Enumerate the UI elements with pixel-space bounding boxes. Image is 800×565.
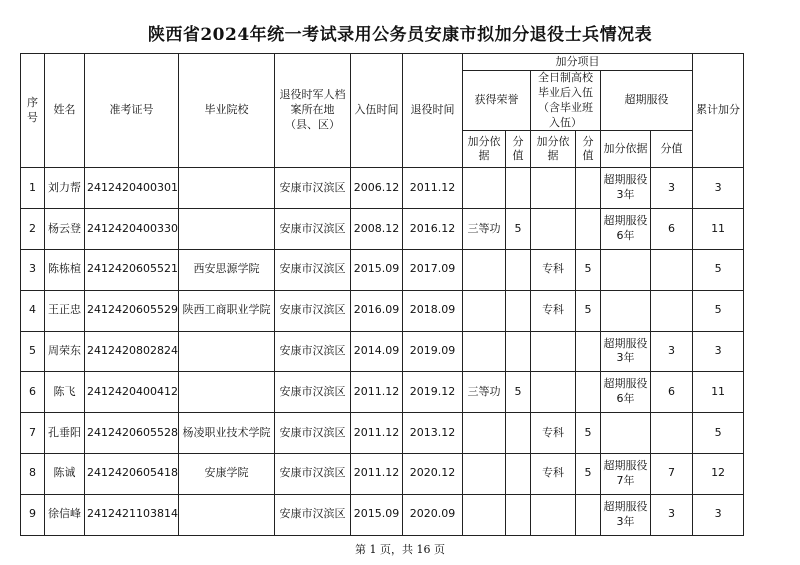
cell-over-score: 3 [651,494,693,535]
cell-over-score: 6 [651,372,693,413]
cell-name: 陈栋楦 [45,249,85,290]
header-archive-place: 退役时军人档案所在地（县、区） [275,54,351,168]
cell-name: 杨云登 [45,209,85,250]
cell-college-basis: 专科 [531,290,576,331]
cell-over-score [651,290,693,331]
cell-archive-place: 安康市汉滨区 [275,249,351,290]
header-bonus-items: 加分项目 [463,54,693,71]
cell-school: 安康学院 [179,453,275,494]
cell-seq: 2 [21,209,45,250]
cell-retire-time: 2020.09 [403,494,463,535]
cell-seq: 6 [21,372,45,413]
cell-name: 孔垂阳 [45,413,85,454]
cell-total: 11 [693,372,744,413]
cell-honor-basis: 三等功 [463,372,506,413]
cell-exam-no: 2412420605521 [85,249,179,290]
cell-total: 3 [693,168,744,209]
cell-college-score: 5 [576,413,601,454]
cell-archive-place: 安康市汉滨区 [275,168,351,209]
cell-school [179,209,275,250]
cell-college-score: 5 [576,290,601,331]
cell-seq: 3 [21,249,45,290]
cell-retire-time: 2019.12 [403,372,463,413]
page-footer: 第 1 页，共 16 页 [355,543,445,556]
cell-exam-no: 2412420605418 [85,453,179,494]
header-honor-basis: 加分依据 [463,131,506,168]
cell-school: 陕西工商职业学院 [179,290,275,331]
cell-enlist-time: 2011.12 [351,453,403,494]
cell-college-basis: 专科 [531,453,576,494]
cell-honor-score: 5 [506,209,531,250]
cell-honor-score [506,168,531,209]
cell-honor-basis [463,249,506,290]
cell-archive-place: 安康市汉滨区 [275,453,351,494]
cell-retire-time: 2017.09 [403,249,463,290]
cell-exam-no: 2412420605529 [85,290,179,331]
cell-honor-score [506,494,531,535]
header-honor: 获得荣誉 [463,71,531,131]
cell-school: 杨凌职业技术学院 [179,413,275,454]
cell-over-basis: 超期服役3年 [601,494,651,535]
cell-honor-basis [463,494,506,535]
cell-college-basis [531,168,576,209]
cell-college-basis [531,331,576,372]
cell-exam-no: 2412421103814 [85,494,179,535]
cell-enlist-time: 2008.12 [351,209,403,250]
cell-over-basis: 超期服役6年 [601,209,651,250]
cell-seq: 8 [21,453,45,494]
cell-archive-place: 安康市汉滨区 [275,290,351,331]
cell-total: 5 [693,413,744,454]
cell-enlist-time: 2011.12 [351,372,403,413]
cell-archive-place: 安康市汉滨区 [275,209,351,250]
cell-exam-no: 2412420605528 [85,413,179,454]
cell-archive-place: 安康市汉滨区 [275,494,351,535]
cell-retire-time: 2019.09 [403,331,463,372]
table-row [21,168,744,209]
cell-total: 11 [693,209,744,250]
cell-name: 周荣东 [45,331,85,372]
cell-seq: 7 [21,413,45,454]
cell-seq: 4 [21,290,45,331]
cell-retire-time: 2020.12 [403,453,463,494]
cell-retire-time: 2018.09 [403,290,463,331]
cell-honor-score [506,413,531,454]
cell-honor-basis [463,331,506,372]
cell-archive-place: 安康市汉滨区 [275,331,351,372]
cell-over-basis: 超期服役3年 [601,331,651,372]
table-row [21,372,744,413]
cell-enlist-time: 2011.12 [351,413,403,454]
cell-honor-basis [463,290,506,331]
cell-over-basis: 超期服役3年 [601,168,651,209]
cell-honor-basis [463,168,506,209]
cell-enlist-time: 2016.09 [351,290,403,331]
cell-honor-score [506,331,531,372]
cell-over-basis [601,249,651,290]
cell-school [179,331,275,372]
cell-name: 陈飞 [45,372,85,413]
cell-college-score [576,494,601,535]
cell-college-score: 5 [576,249,601,290]
cell-college-basis [531,209,576,250]
cell-retire-time: 2013.12 [403,413,463,454]
cell-school [179,168,275,209]
cell-honor-basis [463,453,506,494]
cell-total: 3 [693,331,744,372]
cell-honor-basis: 三等功 [463,209,506,250]
cell-honor-score [506,249,531,290]
header-seq: 序号 [21,54,45,168]
cell-retire-time: 2011.12 [403,168,463,209]
cell-seq: 5 [21,331,45,372]
header-college: 全日制高校毕业后入伍（含毕业班入伍） [531,71,601,131]
cell-exam-no: 2412420802824 [85,331,179,372]
cell-school [179,372,275,413]
cell-college-basis: 专科 [531,249,576,290]
table-row [21,331,744,372]
header-college-basis: 加分依据 [531,131,576,168]
table-row [21,249,744,290]
cell-name: 陈诚 [45,453,85,494]
header-over-score: 分值 [651,131,693,168]
page-title: 陕西省2024年统一考试录用公务员安康市拟加分退役士兵情况表 [147,25,653,45]
cell-archive-place: 安康市汉滨区 [275,372,351,413]
cell-over-score [651,413,693,454]
header-honor-score: 分值 [506,131,531,168]
cell-over-score: 3 [651,331,693,372]
cell-school: 西安思源学院 [179,249,275,290]
cell-retire-time: 2016.12 [403,209,463,250]
cell-total: 5 [693,290,744,331]
header-exam-no: 准考证号 [85,54,179,168]
cell-college-score [576,331,601,372]
table-body [21,168,744,535]
cell-seq: 9 [21,494,45,535]
cell-name: 刘力帮 [45,168,85,209]
cell-over-score: 7 [651,453,693,494]
cell-enlist-time: 2015.09 [351,494,403,535]
header-total: 累计加分 [693,54,744,168]
table-row [21,494,744,535]
header-retire-time: 退役时间 [403,54,463,168]
header-college-score: 分值 [576,131,601,168]
cell-honor-basis [463,413,506,454]
cell-over-score: 3 [651,168,693,209]
cell-total: 5 [693,249,744,290]
cell-honor-score: 5 [506,372,531,413]
cell-college-basis: 专科 [531,413,576,454]
cell-enlist-time: 2015.09 [351,249,403,290]
cell-college-score [576,168,601,209]
table-row [21,290,744,331]
header-over-basis: 加分依据 [601,131,651,168]
cell-name: 徐信峰 [45,494,85,535]
cell-over-basis [601,290,651,331]
cell-college-score [576,209,601,250]
cell-enlist-time: 2006.12 [351,168,403,209]
cell-college-score [576,372,601,413]
cell-exam-no: 2412420400330 [85,209,179,250]
cell-over-score [651,249,693,290]
cell-college-basis [531,494,576,535]
table-row [21,453,744,494]
header-enlist-time: 入伍时间 [351,54,403,168]
cell-name: 王正忠 [45,290,85,331]
cell-honor-score [506,290,531,331]
cell-enlist-time: 2014.09 [351,331,403,372]
cell-school [179,494,275,535]
cell-honor-score [506,453,531,494]
header-overtime: 超期服役 [601,71,693,131]
header-school: 毕业院校 [179,54,275,168]
cell-over-basis [601,413,651,454]
header-name: 姓名 [45,54,85,168]
table-row [21,413,744,454]
cell-total: 3 [693,494,744,535]
cell-over-score: 6 [651,209,693,250]
cell-exam-no: 2412420400301 [85,168,179,209]
header-row [21,54,744,71]
cell-seq: 1 [21,168,45,209]
cell-over-basis: 超期服役7年 [601,453,651,494]
table-row [21,209,744,250]
cell-total: 12 [693,453,744,494]
cell-archive-place: 安康市汉滨区 [275,413,351,454]
cell-over-basis: 超期服役6年 [601,372,651,413]
cell-exam-no: 2412420400412 [85,372,179,413]
data-table [20,53,744,536]
cell-college-score: 5 [576,453,601,494]
cell-college-basis [531,372,576,413]
